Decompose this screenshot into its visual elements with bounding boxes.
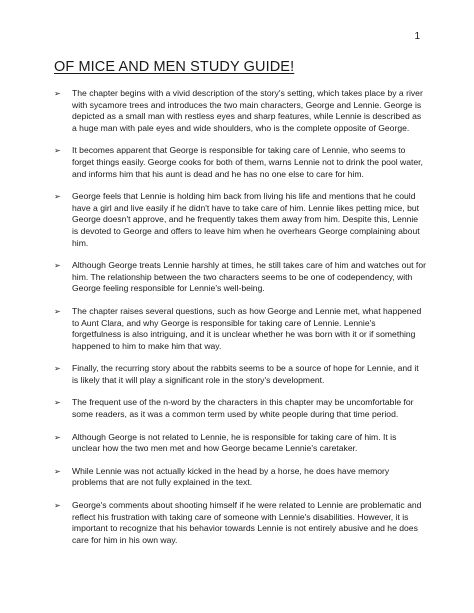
list-item bbox=[54, 397, 426, 420]
list-item-text: Although George treats Lennie harshly at times, he still takes care of him and watches out for him. The relationship between the two characters seems to be one of codependency, with George feeling responsible for Lennie's well-being. bbox=[72, 260, 426, 294]
arrow-bullet-icon: ➢ bbox=[54, 432, 61, 442]
arrow-bullet-icon: ➢ bbox=[54, 306, 61, 316]
list-item-text: Although George is not related to Lennie, he is responsible for taking care of him. It is unclear how the two men met and how George became Lennie's caretaker. bbox=[72, 431, 397, 454]
list-item-text: George feels that Lennie is holding him back from living his life and mentions that he could have a girl and live easily if he didn't have to take care of him. Lennie likes petting mice, but George doesn't approve, and he frequently takes them away from him. Despite this, Lennie is devoted to George and offers to leave him when he overhears George complaining about him. bbox=[72, 191, 420, 248]
list-item bbox=[54, 466, 426, 489]
list-item-text: The frequent use of the n-word by the characters in this chapter may be uncomfortable for some readers, as it was a common term used by white people during that time period. bbox=[72, 397, 414, 420]
arrow-bullet-icon: ➢ bbox=[54, 466, 61, 476]
list-item bbox=[54, 432, 426, 455]
list-item bbox=[54, 88, 426, 134]
list-item bbox=[54, 306, 426, 352]
arrow-bullet-icon: ➢ bbox=[54, 146, 61, 156]
list-item-text: The chapter begins with a vivid description of the story's setting, which takes place by a river with sycamore trees and introduces the two main characters, George and Lennie. George is depicted as a small man with restless eyes and sharp features, while Lennie is described as a huge man with pale eyes and wide shoulders, who is the complete opposite of George. bbox=[72, 88, 423, 133]
arrow-bullet-icon: ➢ bbox=[54, 261, 61, 271]
list-item-text: It becomes apparent that George is responsible for taking care of Lennie, who seems to forget things easily. George cooks for both of them, warns Lennie not to drink the pool water, and informs him that his aunt is dead and he has no one else to care for him. bbox=[72, 145, 423, 179]
arrow-bullet-icon: ➢ bbox=[54, 398, 61, 408]
list-item bbox=[54, 500, 426, 546]
page-title: OF MICE AND MEN STUDY GUIDE! bbox=[54, 59, 295, 75]
arrow-bullet-icon: ➢ bbox=[54, 501, 61, 511]
list-item-text: While Lennie was not actually kicked in the head by a horse, he does have memory problems that are not fully explained in the text. bbox=[72, 465, 390, 488]
list-item bbox=[54, 145, 426, 180]
arrow-bullet-icon: ➢ bbox=[54, 192, 61, 202]
page-number: 1 bbox=[414, 31, 420, 42]
list-item-text: Finally, the recurring story about the rabbits seems to be a source of hope for Lennie, and it is likely that it will play a significant role in the story's development. bbox=[72, 363, 419, 385]
list-item bbox=[54, 363, 426, 386]
list-item-text: George's comments about shooting himself if he were related to Lennie are problematic and reflect his frustration with taking care of someone with Lennie's disabilities. However, it is important to recognize that his behavior towards Lennie is not entirely abusive and he does care for him in his own way. bbox=[72, 500, 422, 545]
arrow-bullet-icon: ➢ bbox=[54, 89, 61, 98]
list-item bbox=[54, 191, 426, 249]
arrow-bullet-icon: ➢ bbox=[54, 364, 61, 374]
list-item bbox=[54, 260, 426, 295]
bullet-list bbox=[54, 88, 426, 557]
list-item-text: The chapter raises several questions, such as how George and Lennie met, what happened to Aunt Clara, and why George is responsible for taking care of Lennie. Lennie's forgetfulness is also intriguing, and it is unclear whether he was born with it or if something happened to him to make him that way. bbox=[72, 305, 422, 351]
